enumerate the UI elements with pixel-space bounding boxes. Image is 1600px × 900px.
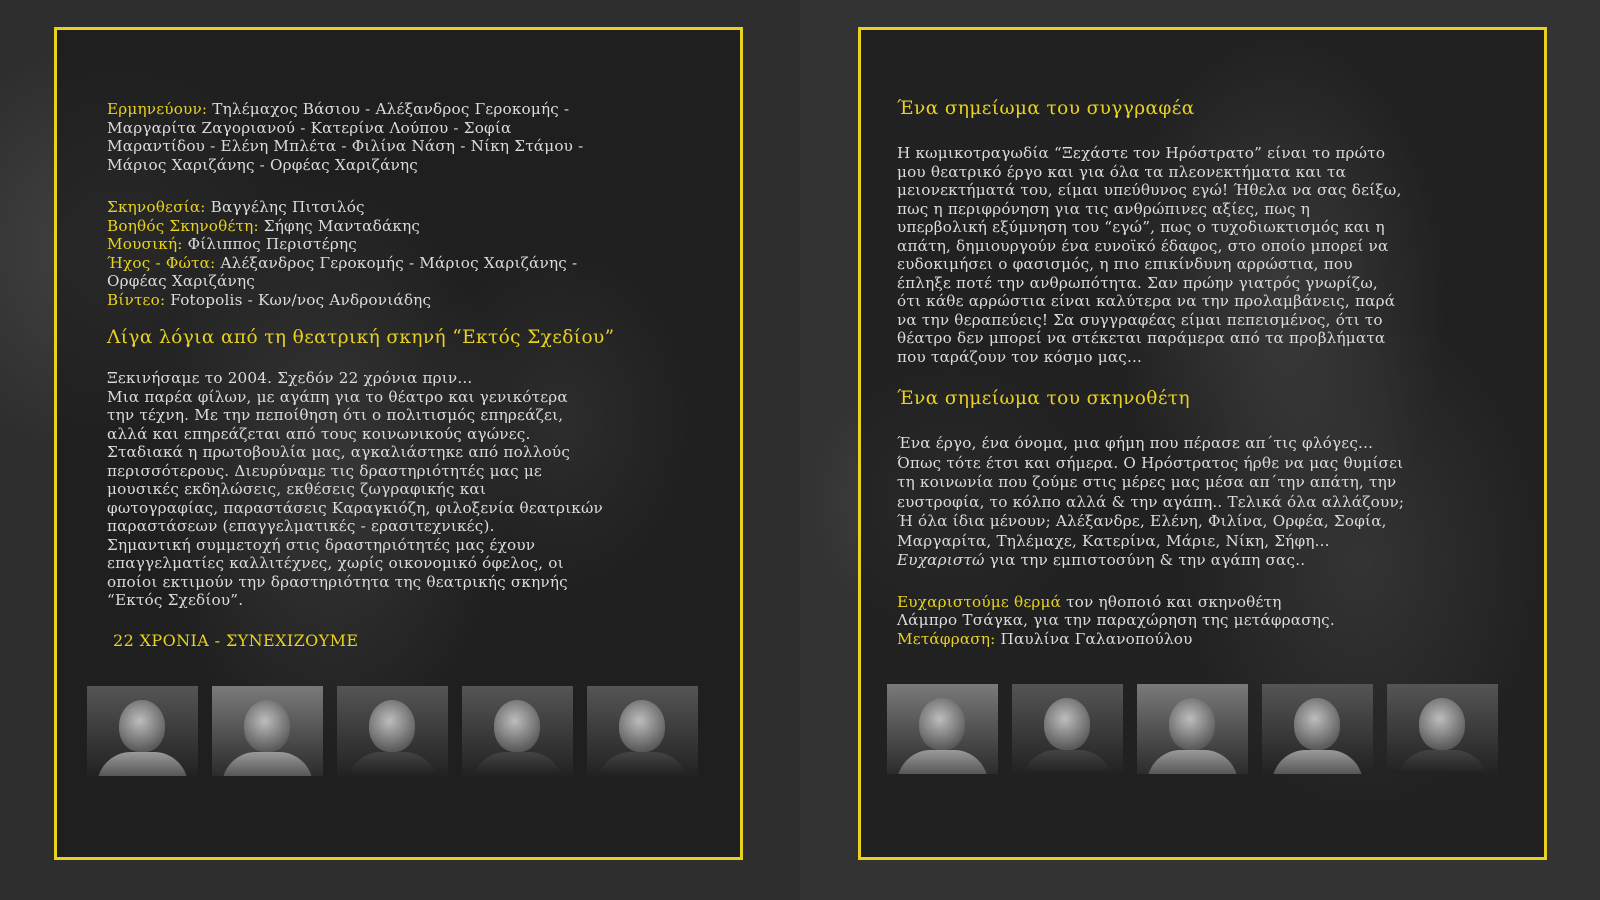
photo-body — [897, 750, 988, 774]
crew-value: Φίλιππος Περιστέρης — [182, 235, 357, 253]
cast-text: Τηλέμαχος Βάσιου - Αλέξανδρος Γεροκομής - — [207, 100, 570, 118]
crew-line-sound-light-cont — [107, 272, 710, 291]
photo-head — [369, 700, 415, 752]
director-note-line: Ένα έργο, ένα όνομα, μια φήμη που πέρασε απ΄τις φλόγες... — [897, 434, 1374, 452]
crew-line-direction — [107, 198, 710, 217]
about-line: επαγγελματίες καλλιτέχνες, χωρίς οικονομικό όφελος, οι — [107, 554, 564, 572]
photo-body — [1147, 750, 1238, 774]
cast-line-3: Μαραντίδου - Ελένη Μπλέτα - Φιλίνα Νάση - Νίκη Στάμου - — [107, 137, 584, 155]
photo-head — [1419, 698, 1465, 750]
cast-photo — [587, 686, 698, 776]
cast-photo — [1137, 684, 1248, 774]
director-thanks-word: Ευχαριστώ — [897, 551, 985, 569]
thanks-label: Ευχαριστούμε θερμά — [897, 592, 1062, 611]
photo-body — [97, 752, 188, 776]
director-note — [897, 434, 1506, 571]
author-note-line: ευδοκιμήσει ο φασισμός, η πιο επικίνδυνη αρρώστια, που — [897, 255, 1353, 273]
author-note-line: που ταράζουν τον κόσμο μας... — [897, 347, 1143, 366]
about-line: Μια παρέα φίλων, με αγάπη για το θέατρο και γενικότερα — [107, 387, 568, 406]
photo-head — [1169, 698, 1215, 750]
left-photo-strip — [87, 686, 698, 776]
author-note — [897, 144, 1506, 366]
crew-label: Ήχος - Φώτα: — [107, 253, 216, 272]
photo-head — [619, 700, 665, 752]
about-paragraph — [107, 369, 710, 610]
cast-photo — [87, 686, 198, 776]
cast-photo — [1012, 684, 1123, 774]
crew-label: Μουσική: — [107, 235, 183, 253]
director-thanks-text: για την εμπιστοσύνη & την αγάπη σας.. — [984, 551, 1306, 569]
director-note-line: τη κοινωνία που ζούμε στις μέρες μας μέσα απ΄την απάτη, την — [897, 473, 1397, 491]
author-heading: Ένα σημείωμα του συγγραφέα — [897, 98, 1195, 119]
right-photo-strip — [887, 684, 1498, 774]
author-note-line: ότι κάθε αρρώστια είναι καλύτερα να την προλαμβάνεις, παρά — [897, 292, 1396, 310]
right-frame — [858, 27, 1547, 860]
photo-head — [919, 698, 965, 750]
about-line: Σημαντική συμμετοχή στις δραστηριότητές μας έχουν — [107, 535, 536, 554]
photo-body — [347, 752, 438, 776]
director-note-line: Μαργαρίτα, Τηλέμαχε, Κατερίνα, Μάριε, Νίκη, Σήφη... — [897, 531, 1330, 550]
slogan: 22 ΧΡΟΝΙΑ - ΣΥΝΕΧΙΖΟΥΜΕ — [113, 630, 359, 650]
author-note-line: απάτη, δημιουργούν ένα ευνοϊκό έδαφος, στο οποίο μπορεί να — [897, 236, 1389, 255]
about-line: αλλά και επηρεάζεται από τους κοινωνικούς αγώνες. — [107, 424, 531, 443]
crew-line-sound-light — [107, 254, 710, 273]
cast-photo — [212, 686, 323, 776]
photo-body — [597, 752, 688, 776]
crew-label: Βίντεο: — [107, 290, 166, 309]
author-note-line: υπερβολική εξύμνηση του “εγώ”, πως ο τυχοδιωκτισμός και η — [897, 218, 1385, 236]
director-note-line: Όπως τότε έτσι και σήμερα. Ο Ηρόστρατος ήρθε να μας θυμίσει — [897, 453, 1404, 472]
crew-value: Σήφης Μανταδάκης — [258, 216, 421, 235]
thanks-text: τον ηθοποιό και σκηνοθέτη — [1061, 592, 1282, 611]
crew-value: Βαγγέλης Πιτσιλός — [205, 198, 365, 216]
photo-body — [222, 752, 313, 776]
cast-photo — [887, 684, 998, 774]
photo-head — [1044, 698, 1090, 750]
translation-value: Παυλίνα Γαλανοπούλου — [995, 629, 1193, 648]
about-heading: Λίγα λόγια από τη θεατρική σκηνή “Εκτός Σχεδίου” — [107, 327, 615, 348]
translation-line — [897, 630, 1506, 649]
cast-line-4: Μάριος Χαριζάνης - Ορφέας Χαριζάνης — [107, 155, 418, 174]
crew-value: Ορφέας Χαριζάνης — [107, 272, 255, 290]
author-note-line: Η κωμικοτραγωδία “Ξεχάστε τον Ηρόστρατο” είναι το πρώτο — [897, 144, 1386, 162]
author-note-line: μειονεκτήματά του, είμαι υπεύθυνος εγώ! Ήθελα να σας δείξω, — [897, 181, 1402, 199]
director-heading: Ένα σημείωμα του σκηνοθέτη — [897, 388, 1190, 409]
director-note-line: ευστροφία, το κόλπο αλλά & την αγάπη.. Τελικά όλα αλλάζουν; — [897, 492, 1405, 511]
director-note-line: Ή όλα ίδια μένουν; Αλέξανδρε, Ελένη, Φιλίνα, Ορφέα, Σοφία, — [897, 512, 1387, 530]
photo-head — [1294, 698, 1340, 750]
crew-value: Αλέξανδρος Γεροκομής - Μάριος Χαριζάνης - — [215, 253, 578, 272]
crew-line-assistant — [107, 217, 710, 236]
photo-body — [472, 752, 563, 776]
about-line: περισσότερους. Διευρύναμε τις δραστηριότητές μας με — [107, 461, 543, 480]
crew-line-video — [107, 291, 710, 310]
acknowledgements — [897, 593, 1506, 649]
cast-block — [107, 100, 710, 174]
about-line: παραστάσεων (επαγγελματικές - ερασιτεχνικές). — [107, 517, 495, 535]
translation-label: Μετάφραση: — [897, 629, 996, 648]
about-line: φωτογραφίας, παραστάσεις Καραγκιόζη, φιλοξενία θεατρικών — [107, 498, 603, 517]
about-line: Ξεκινήσαμε το 2004. Σχεδόν 22 χρόνια πριν... — [107, 369, 473, 387]
about-line: την τέχνη. Με την πεποίθηση ότι ο πολιτισμός επηρεάζει, — [107, 406, 564, 424]
cast-line-1 — [107, 100, 710, 119]
cast-photo — [1387, 684, 1498, 774]
crew-label: Βοηθός Σκηνοθέτη: — [107, 216, 259, 235]
left-frame — [54, 27, 743, 860]
author-note-line: πως η περιφρόνηση για τις ανθρώπινες αξίες, πως η — [897, 199, 1311, 218]
author-note-line: να την θεραπεύεις! Σα συγγραφέας είμαι πεπεισμένος, ότι το — [897, 310, 1383, 329]
cast-photo — [337, 686, 448, 776]
thanks-text-cont: Λάμπρο Τσάγκα, για την παραχώρηση της μετάφρασης. — [897, 611, 1335, 629]
right-content — [897, 98, 1506, 662]
author-note-line: έπληξε ποτέ την ανθρωπότητα. Σαν πρώην γιατρός γνωρίζω, — [897, 273, 1378, 292]
about-line: μουσικές εκδηλώσεις, εκθέσεις ζωγραφικής και — [107, 480, 487, 498]
author-note-line: μου θεατρικό έργο και για όλα τα πλεονεκτήματα και τα — [897, 162, 1347, 181]
about-line: “Εκτός Σχεδίου”. — [107, 591, 244, 609]
photo-head — [119, 700, 165, 752]
director-thanks-line — [897, 551, 1506, 571]
cast-line-2: Μαργαρίτα Ζαγοριανού - Κατερίνα Λούπου - Σοφία — [107, 118, 512, 137]
photo-body — [1022, 750, 1113, 774]
about-line: Σταδιακά η πρωτοβουλία μας, αγκαλιάστηκε από πολλούς — [107, 443, 571, 461]
photo-head — [494, 700, 540, 752]
cast-label: Ερμηνεύουν: — [107, 100, 208, 118]
crew-value: Fotopolis - Κων/νος Ανδρονιάδης — [165, 290, 432, 309]
photo-body — [1272, 750, 1363, 774]
right-page — [800, 0, 1600, 900]
cast-photo — [1262, 684, 1373, 774]
crew-label: Σκηνοθεσία: — [107, 198, 206, 216]
about-line: οποίοι εκτιμούν την δραστηριότητα της θεατρικής σκηνής — [107, 572, 568, 591]
crew-block — [107, 198, 710, 309]
crew-line-music — [107, 235, 710, 254]
left-content — [107, 100, 710, 650]
thanks-line — [897, 593, 1506, 612]
author-note-line: θέατρο δεν μπορεί να στέκεται παράμερα από τα προβλήματα — [897, 329, 1386, 347]
photo-head — [244, 700, 290, 752]
cast-photo — [462, 686, 573, 776]
photo-body — [1397, 750, 1488, 774]
